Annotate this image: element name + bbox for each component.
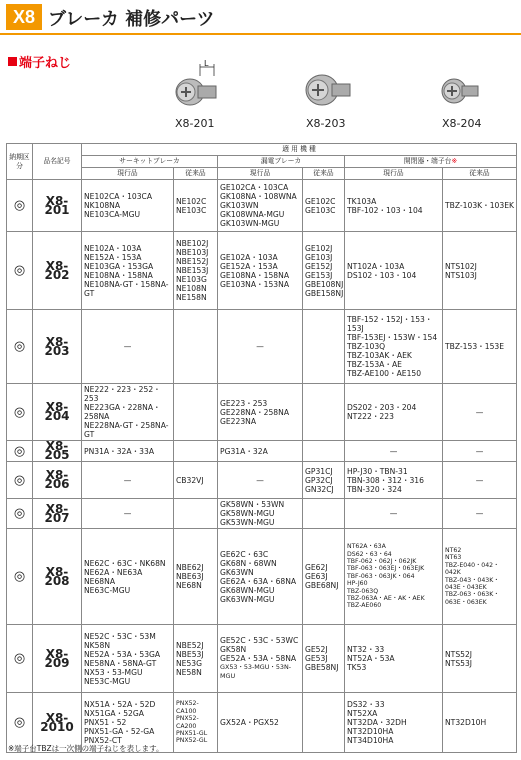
cell-line: NE228NA-GT・258NA-GT: [84, 421, 169, 439]
part-number-cell: X8-201: [33, 180, 82, 232]
delivery-class-cell: ◎: [7, 529, 33, 625]
leak-old-cell: [303, 232, 345, 310]
cell-line: TBF-063・063EJ・063EJK: [347, 565, 425, 573]
header-old: 従来品: [303, 168, 345, 180]
cell-line: NT222・223: [347, 412, 394, 421]
cell-line: PNX51・52: [84, 718, 127, 727]
table-row: [7, 625, 517, 693]
circuit-old-cell: [174, 529, 218, 625]
part-number-cell: X8-2010: [33, 693, 82, 753]
leak-old-cell: [303, 384, 345, 441]
header-hinban: 品名記号: [33, 144, 82, 180]
header-circuit: サーキットブレーカ: [82, 156, 218, 168]
page-title: ブレーカ 補修パーツ: [48, 9, 215, 30]
cell-line: NE103GA・153GA: [84, 261, 154, 271]
cell-line: GBE108NJ: [305, 279, 344, 289]
cell-line: GE108NA・158NA: [220, 270, 290, 280]
circuit-current-cell: [82, 499, 174, 529]
leak-current-cell: [218, 693, 303, 753]
cell-line: NE152A・153A: [84, 252, 142, 262]
cell-line: GE63J: [305, 572, 328, 581]
cell-line: NE58N: [176, 667, 202, 677]
cell-line: GE223・253: [220, 398, 268, 408]
cell-line: HP-J30・TBN-31: [347, 466, 408, 476]
part-number-cell: X8-203: [33, 310, 82, 384]
cell-line: NT62: [445, 546, 462, 554]
cell-line: GE223NA: [220, 416, 257, 426]
parts-table: [6, 143, 517, 753]
leak-old-cell: [303, 310, 345, 384]
cell-line: —: [475, 446, 484, 456]
circuit-current-cell: [82, 180, 174, 232]
cell-line: NBE63J: [176, 572, 204, 581]
cell-line: NTS103J: [445, 270, 477, 280]
cell-line: NE53C-MGU: [84, 676, 131, 686]
cell-line: NTS53J: [445, 658, 473, 668]
cell-line: NE102CA・103CA: [84, 192, 153, 201]
cell-line: TBF-152・152J・153・153J: [347, 315, 433, 333]
cell-line: GK63WN: [220, 567, 254, 577]
cell-line: GBE158NJ: [305, 288, 344, 298]
cell-line: —: [256, 475, 264, 485]
delivery-class-cell: ◎: [7, 625, 33, 693]
header-current: 現行品: [345, 168, 443, 180]
cell-line: NBE52J: [176, 640, 204, 650]
header-current: 現行品: [218, 168, 303, 180]
cell-line: PNX52-CA200: [176, 715, 199, 730]
circuit-current-cell: [82, 529, 174, 625]
delivery-class-cell: ◎: [7, 180, 33, 232]
header-old: 従来品: [174, 168, 218, 180]
cell-line: GE52C・53C・53WC: [220, 636, 299, 645]
cell-line: TBZ-E040・042・042K: [445, 561, 500, 577]
table-row: [7, 232, 517, 310]
cell-line: NBE103J: [176, 248, 209, 257]
cell-line: GE152J: [305, 261, 333, 271]
cell-line: TBZ-043・043K・043E・043EK: [445, 576, 500, 591]
screw-x8-204-image: [438, 70, 488, 112]
cell-line: —: [389, 509, 398, 518]
cell-line: DS202・203・204: [347, 403, 417, 412]
leak-old-cell: [303, 625, 345, 693]
part-number-cell: X8-206: [33, 462, 82, 499]
cell-line: NT52A・53A: [347, 654, 395, 663]
cell-line: NE58NA・58NA-GT: [84, 658, 157, 668]
cell-line: NBE153J: [176, 266, 209, 275]
delivery-class-cell: ◎: [7, 441, 33, 462]
cell-line: NE222・223・252・253: [84, 385, 161, 403]
cell-line: NE102A・103A: [84, 243, 142, 253]
switch-current-cell: [345, 180, 443, 232]
circuit-current-cell: [82, 232, 174, 310]
title-bar: [0, 0, 521, 35]
leak-current-cell: [218, 499, 303, 529]
switch-current-cell: [345, 462, 443, 499]
switch-old-cell: [443, 441, 517, 462]
cell-line: —: [123, 475, 132, 485]
cell-line: GP31CJ: [305, 466, 333, 476]
screw-x8-204-label: X8-204: [442, 117, 482, 130]
cell-line: NK58N: [84, 640, 111, 650]
leak-current-cell: [218, 232, 303, 310]
circuit-current-cell: [82, 310, 174, 384]
cell-line: GE52A・53A・58NA: [220, 654, 297, 663]
circuit-old-cell: [174, 462, 218, 499]
cell-line: GK68WN-MGU: [220, 585, 275, 595]
leak-current-cell: [218, 625, 303, 693]
table-row: [7, 441, 517, 462]
cell-line: GK53WN-MGU: [220, 518, 275, 527]
cell-line: TBZ-153・153E: [445, 342, 505, 351]
cell-line: TBZ-063A・AE・AK・AEK: [347, 595, 425, 603]
leak-current-cell: [218, 441, 303, 462]
cell-line: PNX52-CA100: [176, 700, 199, 715]
cell-line: GE53J: [305, 654, 328, 663]
title-underline: [0, 33, 521, 35]
part-number-cell: X8-209: [33, 625, 82, 693]
cell-line: NTS52J: [445, 649, 473, 659]
series-badge: X8: [6, 4, 42, 30]
leak-old-cell: [303, 499, 345, 529]
cell-line: DS102・103・104: [347, 270, 417, 280]
delivery-class-cell: ◎: [7, 310, 33, 384]
cell-line: PN31A・32A・33A: [84, 446, 155, 456]
cell-line: NE62C・63C・NK68N: [84, 558, 166, 568]
leak-old-cell: [303, 441, 345, 462]
dimension-l-label: L: [204, 59, 209, 68]
cell-line: NBE152J: [176, 257, 209, 266]
delivery-class-cell: ◎: [7, 462, 33, 499]
screw-x8-201-image: [168, 58, 224, 114]
delivery-class-cell: ◎: [7, 232, 33, 310]
cell-line: TK53: [347, 663, 367, 672]
header-leak: 漏電ブレーカ: [218, 156, 345, 168]
cell-line: PG31A・32A: [220, 446, 268, 456]
switch-old-cell: [443, 462, 517, 499]
cell-line: NE68N: [176, 581, 202, 590]
screw-x8-203-label: X8-203: [306, 117, 346, 130]
cell-line: NX53・53-MGU: [84, 667, 143, 677]
switch-current-cell: [345, 384, 443, 441]
cell-line: NT32・33: [347, 645, 385, 654]
cell-line: TBN-308・312・316: [347, 475, 424, 485]
screw-x8-203-image: [300, 66, 356, 112]
cell-line: NE52C・53C・53M: [84, 631, 156, 641]
cell-line: NE108NA・158NA: [84, 270, 153, 280]
cell-line: GE102C: [305, 196, 336, 206]
table-body: [7, 180, 517, 753]
cell-line: TBZ-103K・103EK: [445, 201, 514, 210]
table-row: [7, 310, 517, 384]
circuit-old-cell: [174, 499, 218, 529]
circuit-old-cell: [174, 384, 218, 441]
cell-line: GX53・53-MGU・53N-MGU: [220, 663, 292, 680]
cell-line: GK103WN: [220, 201, 259, 210]
switch-current-cell: [345, 310, 443, 384]
cell-line: PNX51-GA・52-GA: [84, 727, 155, 736]
cell-line: —: [123, 509, 132, 518]
header-kubun: 納期区分: [7, 144, 33, 180]
header-switch: 開閉器・端子台※: [345, 156, 517, 168]
delivery-class-cell: ◎: [7, 693, 33, 753]
switch-current-cell: [345, 232, 443, 310]
cell-line: NE53G: [176, 658, 203, 668]
leak-old-cell: [303, 180, 345, 232]
delivery-class-cell: ◎: [7, 499, 33, 529]
cell-line: CB32VJ: [176, 475, 204, 485]
switch-current-cell: [345, 529, 443, 625]
cell-line: GBE58NJ: [305, 663, 339, 672]
part-number-cell: X8-208: [33, 529, 82, 625]
switch-old-cell: [443, 232, 517, 310]
circuit-old-cell: [174, 232, 218, 310]
footnote: ※端子台TBZは一次側の端子ねじを表します。: [8, 744, 164, 753]
leak-current-cell: [218, 310, 303, 384]
cell-line: GK58WN・53WN: [220, 500, 285, 509]
header-current: 現行品: [82, 168, 174, 180]
cell-line: NE52A・53A・53GA: [84, 649, 161, 659]
cell-line: —: [475, 475, 484, 485]
circuit-current-cell: [82, 625, 174, 693]
cell-line: NE103CA-MGU: [84, 210, 141, 219]
switch-current-cell: [345, 441, 443, 462]
section-marker-icon: [8, 57, 17, 66]
cell-line: PNX52-CT: [84, 736, 122, 745]
cell-line: GK58N: [220, 645, 247, 654]
cell-line: TBZ-AE060: [347, 602, 382, 610]
cell-line: GK63WN-MGU: [220, 594, 275, 604]
header-tekiyo: 適 用 機 種: [82, 144, 517, 156]
cell-line: NT34D10HA: [347, 736, 394, 745]
circuit-old-cell: [174, 693, 218, 753]
table-row: [7, 462, 517, 499]
part-number-cell: X8-204: [33, 384, 82, 441]
cell-line: NE68NA: [84, 576, 116, 586]
header-old: 従来品: [443, 168, 517, 180]
cell-line: GE153J: [305, 270, 333, 280]
cell-line: GK68N・68WN: [220, 558, 277, 568]
cell-line: GE102CA・103CA: [220, 183, 289, 192]
cell-line: —: [123, 342, 132, 351]
cell-line: TBZ-103Q: [347, 342, 386, 351]
part-number-cell: X8-205: [33, 441, 82, 462]
leak-current-cell: [218, 180, 303, 232]
cell-line: TBZ-153A・AE: [347, 360, 402, 369]
table-row: [7, 499, 517, 529]
cell-line: TK103A: [347, 196, 377, 206]
cell-line: GE103J: [305, 252, 333, 262]
table-row: [7, 180, 517, 232]
leak-old-cell: [303, 693, 345, 753]
cell-line: TBZ-063Q: [347, 587, 379, 595]
cell-line: GK108NA・108WNA: [220, 192, 297, 201]
cell-line: TBF-063・063JK・064: [347, 572, 415, 580]
cell-line: TBZ-063・063K・063E・063EK: [445, 591, 500, 606]
leak-old-cell: [303, 529, 345, 625]
cell-line: NBE53J: [176, 649, 204, 659]
leak-current-cell: [218, 462, 303, 499]
cell-line: NT32DA・32DH: [347, 718, 407, 727]
cell-line: NT63: [445, 554, 462, 562]
cell-line: GE103NA・153NA: [220, 279, 290, 289]
cell-line: NE102C: [176, 196, 207, 206]
switch-old-cell: [443, 310, 517, 384]
cell-line: NT62A・63A: [347, 543, 386, 551]
leak-old-cell: [303, 462, 345, 499]
cell-line: NBE102J: [176, 239, 209, 248]
cell-line: NT102A・103A: [347, 261, 405, 271]
cell-line: NX51A・52A・52D: [84, 700, 156, 709]
section-title: 端子ねじ: [19, 56, 72, 71]
cell-line: NE62A・NE63A: [84, 567, 143, 577]
screw-x8-201-label: X8-201: [175, 117, 215, 130]
cell-line: NE223GA・228NA・258NA: [84, 403, 161, 421]
cell-line: GE62J: [305, 563, 328, 572]
cell-line: GK108WNA-MGU: [220, 210, 285, 219]
switch-old-cell: [443, 180, 517, 232]
table-row: [7, 529, 517, 625]
cell-line: TBZ-103AK・AEK: [347, 351, 412, 360]
switch-old-cell: [443, 625, 517, 693]
delivery-class-cell: ◎: [7, 384, 33, 441]
switch-old-cell: [443, 499, 517, 529]
cell-line: NE158N: [176, 293, 207, 302]
cell-line: GE102A・103A: [220, 252, 278, 262]
cell-line: GE102J: [305, 243, 333, 253]
circuit-old-cell: [174, 310, 218, 384]
cell-line: DS32・33: [347, 700, 385, 709]
cell-line: —: [389, 446, 398, 456]
cell-line: —: [475, 407, 484, 417]
cell-line: GP32CJ: [305, 475, 333, 485]
leak-current-cell: [218, 384, 303, 441]
leak-current-cell: [218, 529, 303, 625]
circuit-old-cell: [174, 180, 218, 232]
cell-line: GE52J: [305, 645, 328, 654]
circuit-old-cell: [174, 625, 218, 693]
cell-line: GBE68NJ: [305, 581, 339, 590]
switch-current-cell: [345, 499, 443, 529]
cell-line: GE228NA・258NA: [220, 407, 290, 417]
cell-line: HP-J60: [347, 580, 368, 588]
cell-line: DS62・63・64: [347, 550, 392, 558]
cell-line: NE108NA-GT・158NA-GT: [84, 279, 169, 298]
cell-line: NX51GA・52GA: [84, 709, 144, 718]
cell-line: GX52A・PGX52: [220, 718, 279, 727]
cell-line: GK103WN-MGU: [220, 219, 280, 228]
cell-line: TBF-102・103・104: [347, 205, 423, 215]
part-number-cell: X8-207: [33, 499, 82, 529]
cell-line: TBN-320・324: [347, 484, 402, 494]
cell-line: TBF-062・062J・062JK: [347, 557, 417, 565]
cell-line: TBF-153EJ・153W・154: [347, 333, 438, 342]
switch-current-cell: [345, 625, 443, 693]
cell-line: NBE62J: [176, 563, 204, 572]
table-row: [7, 384, 517, 441]
cell-line: PNX52-GL: [176, 737, 208, 745]
circuit-current-cell: [82, 384, 174, 441]
part-number-cell: X8-202: [33, 232, 82, 310]
cell-line: NE103C: [176, 205, 207, 215]
circuit-current-cell: [82, 441, 174, 462]
circuit-current-cell: [82, 462, 174, 499]
cell-line: NT52XA: [347, 709, 378, 718]
switch-old-cell: [443, 529, 517, 625]
cell-line: GE152A・153A: [220, 261, 278, 271]
switch-current-cell: [345, 693, 443, 753]
cell-line: NTS102J: [445, 261, 477, 271]
cell-line: NE63C-MGU: [84, 585, 131, 595]
cell-line: NE108N: [176, 284, 207, 293]
cell-line: NT32D10H: [445, 718, 487, 727]
switch-old-cell: [443, 384, 517, 441]
cell-line: GN32CJ: [305, 484, 334, 494]
cell-line: NT32D10HA: [347, 727, 394, 736]
cell-line: GE103C: [305, 205, 336, 215]
cell-line: —: [475, 509, 484, 518]
cell-line: PNX51-GL: [176, 729, 208, 737]
cell-line: GK58WN-MGU: [220, 509, 275, 518]
cell-line: GE62C・63C: [220, 549, 269, 559]
cell-line: NE103G: [176, 275, 207, 284]
cell-line: TBZ-AE100・AE150: [347, 369, 422, 378]
cell-line: NK108NA: [84, 201, 121, 210]
switch-old-cell: [443, 693, 517, 753]
cell-line: —: [256, 342, 264, 351]
circuit-old-cell: [174, 441, 218, 462]
cell-line: GE62A・63A・68NA: [220, 576, 297, 586]
